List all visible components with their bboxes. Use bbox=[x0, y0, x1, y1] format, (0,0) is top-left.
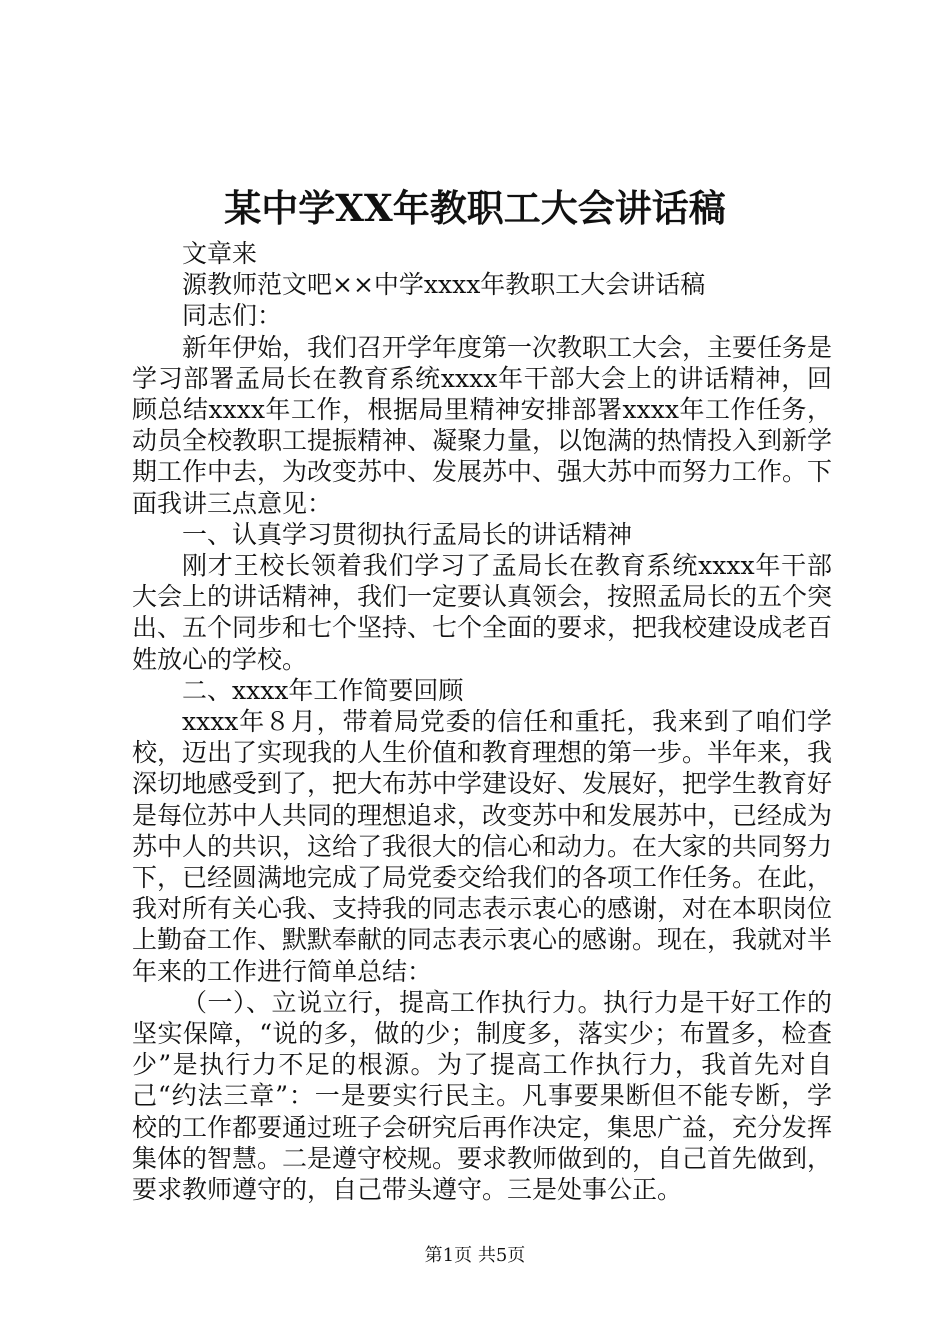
paragraph-intro: 新年伊始，我们召开学年度第一次教职工大会，主要任务是学习部署孟局长在教育系统xxxx年干部大会上的讲话精神，回顾总结xxxx年工作，根据局里精神安排部署xxxx年工作任务，动员全校教职工提振精神、凝聚力量，以饱满的热情投入到新学期工作中去，为改变苏中、发展苏中、强大苏中而努力工作。下面我讲三点意见： bbox=[132, 332, 833, 518]
document-body bbox=[132, 238, 832, 1205]
paragraph-subsection-one: （一）、立说立行，提高工作执行力。执行力是干好工作的坚实保障，“说的多，做的少；制度多，落实少；布置多，检查少”是执行力不足的根源。为了提高工作执行力，我首先对自己“约法三章”：一是要实行民主。凡事要果断但不能专断，学校的工作都要通过班子会研究后再作决定，集思广益，充分发挥集体的智慧。二是遵守校规。要求教师做到的，自己首先做到，要求教师遵守的，自己带头遵守。三是处事公正。 bbox=[132, 987, 833, 1205]
paragraph-section-one: 刚才王校长领着我们学习了孟局长在教育系统xxxx年干部大会上的讲话精神，我们一定要认真领会，按照孟局长的五个突出、五个同步和七个坚持、七个全面的要求，把我校建设成老百姓放心的学校。 bbox=[132, 551, 833, 674]
paragraph-source-prefix: 文章来 bbox=[182, 239, 258, 268]
section-heading-one: 一、认真学习贯彻执行孟局长的讲话精神 bbox=[182, 519, 633, 549]
document-title: 某中学XX年教职工大会讲话稿 bbox=[224, 186, 726, 230]
paragraph-source-title: 源教师范文吧××中学xxxx年教职工大会讲话稿 bbox=[182, 270, 706, 300]
page-footer: 第1页 共5页 bbox=[424, 1245, 526, 1266]
section-heading-two: 二、xxxx年工作简要回顾 bbox=[182, 675, 464, 705]
paragraph-review: xxxx年８月，带着局党委的信任和重托，我来到了咱们学校，迈出了实现我的人生价值和教育理想的第一步。半年来，我深切地感受到了，把大布苏中学建设好、发展好，把学生教育好是每位苏中人共同的理想追求，改变苏中和发展苏中，已经成为苏中人的共识，这给了我很大的信心和动力。在大家的共同努力下，已经圆满地完成了局党委交给我们的各项工作任务。在此，我对所有关心我、支持我的同志表示衷心的感谢，对在本职岗位上勤奋工作、默默奉献的同志表示衷心的感谢。现在，我就对半年来的工作进行简单总结： bbox=[132, 707, 833, 986]
paragraph-salutation: 同志们： bbox=[182, 301, 283, 331]
